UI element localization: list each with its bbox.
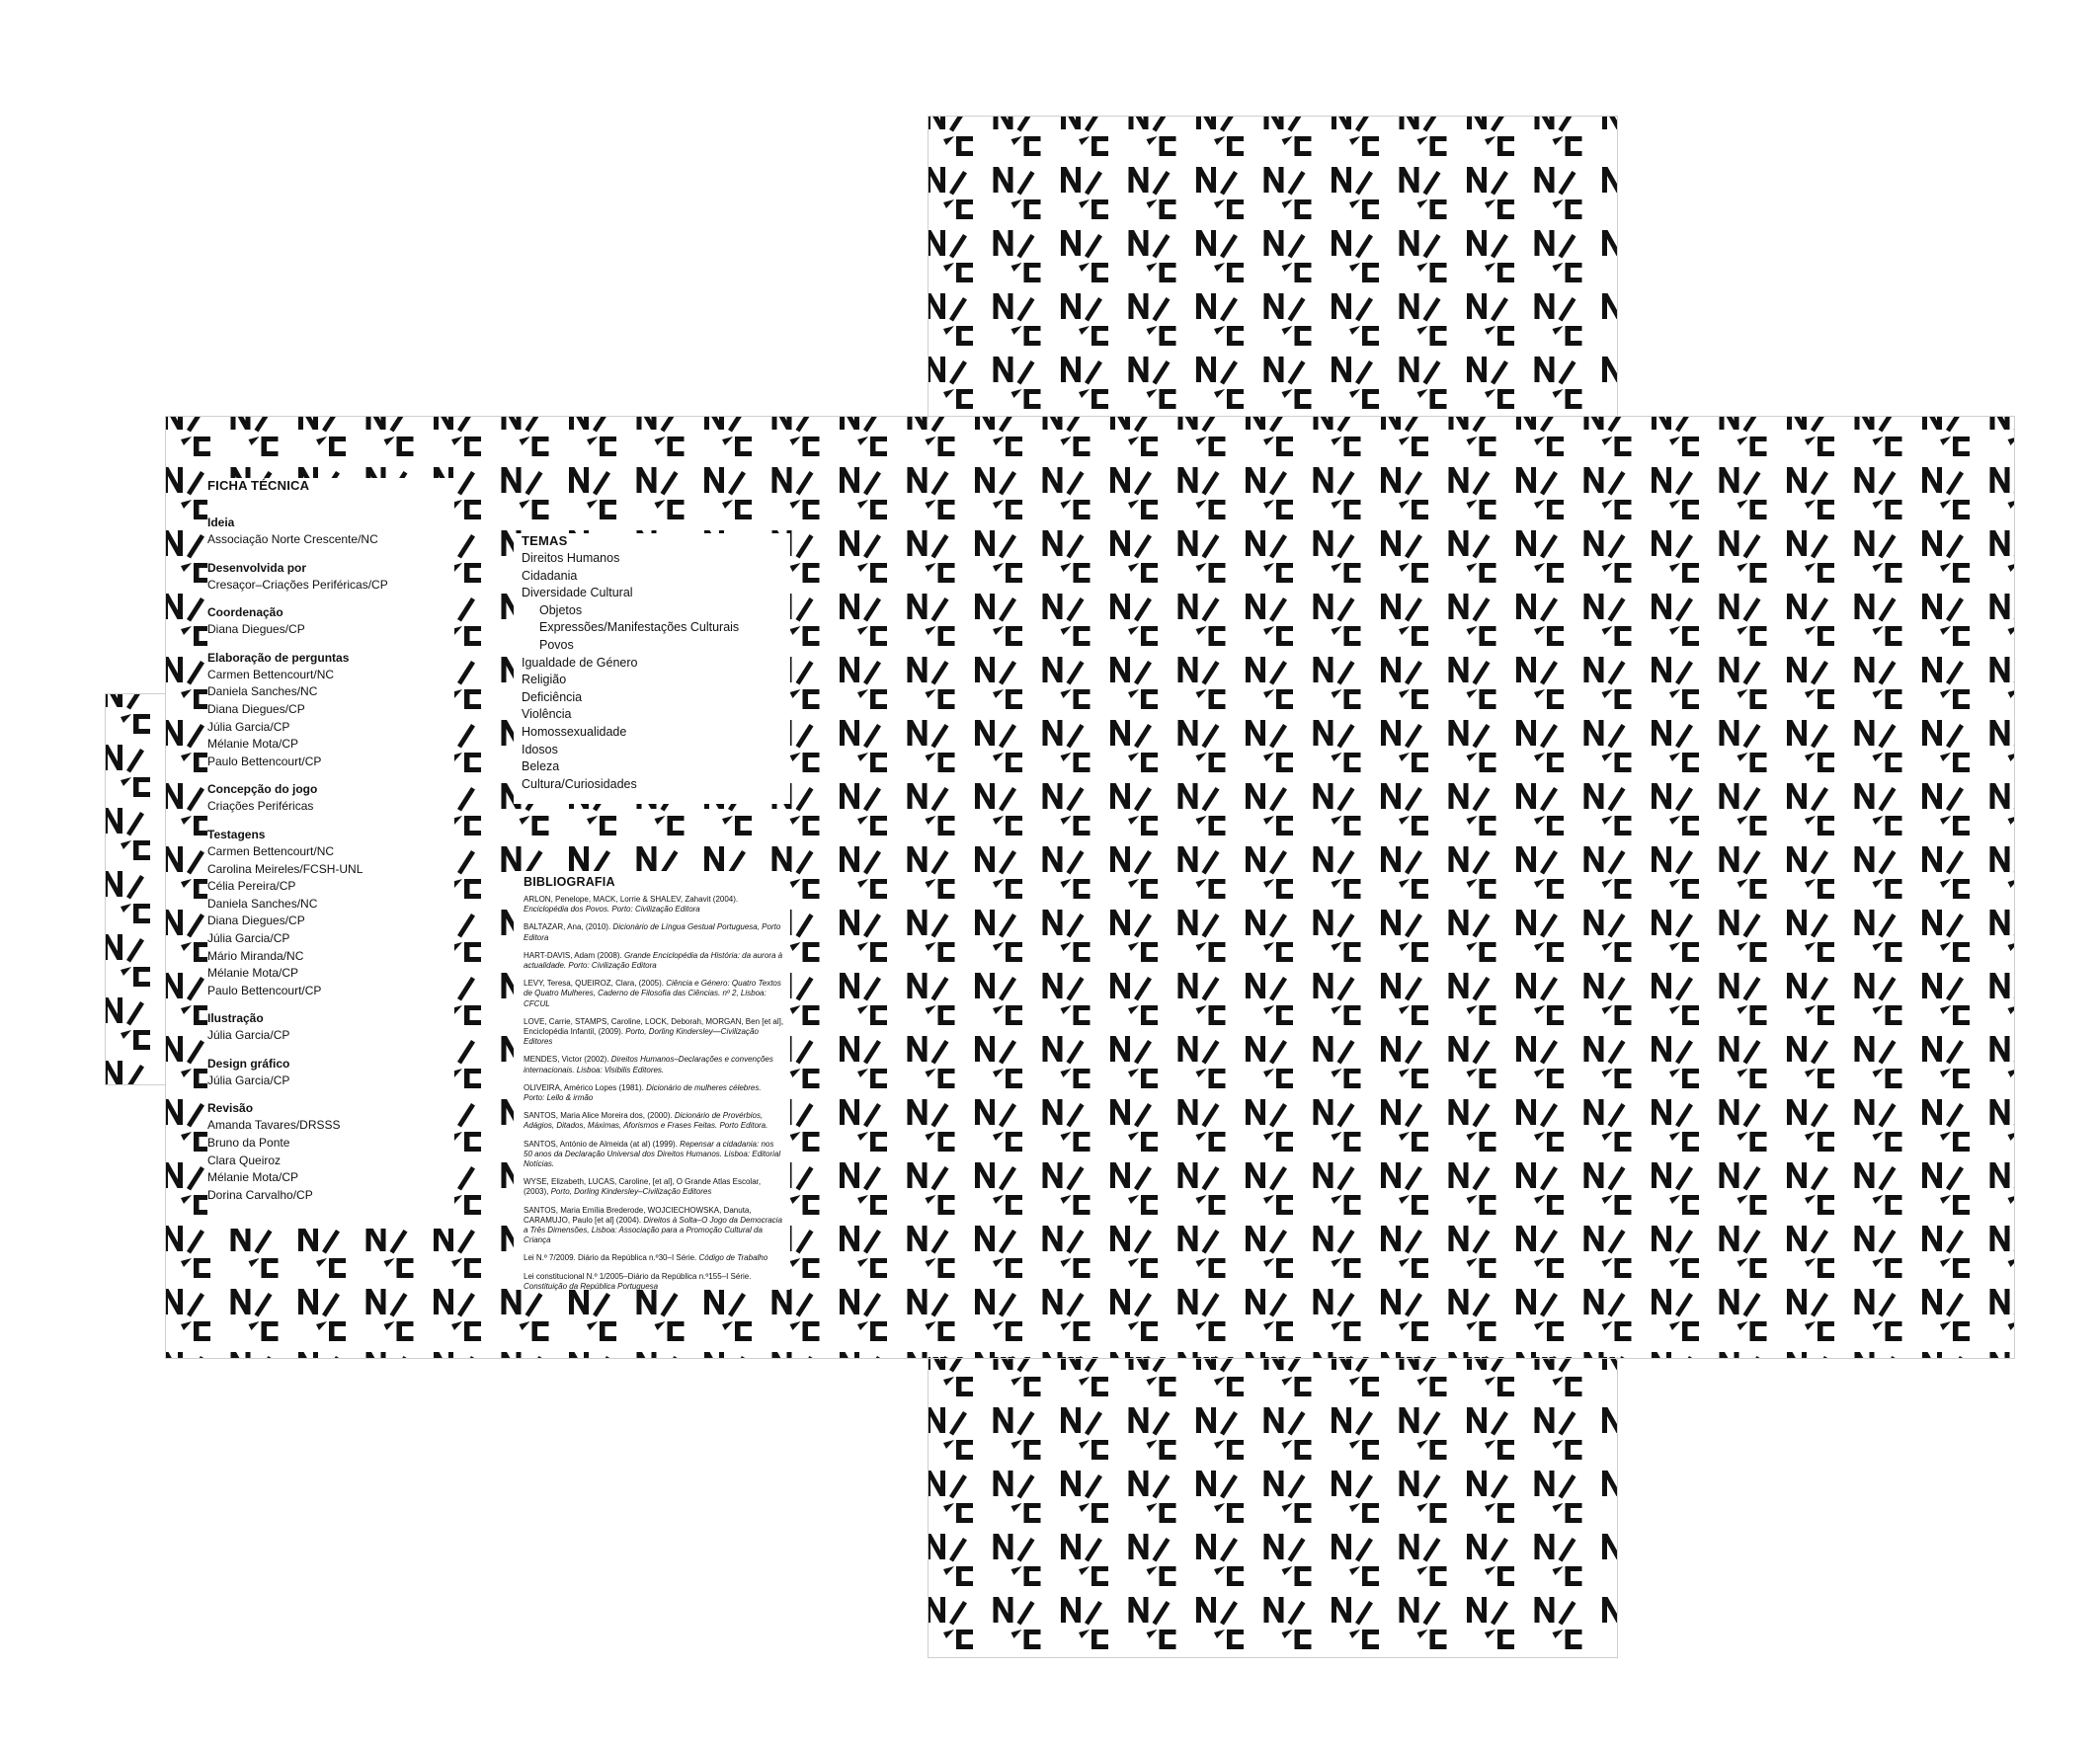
bibliografia-entry	[524, 922, 784, 942]
ficha-credit-line: Mário Miranda/NC	[207, 948, 304, 963]
bibliografia-entry-lead: ARLON, Penelope, MACK, Lorrie & SHALEV, Zahavit (2004).	[524, 895, 739, 904]
temas-title: TEMAS	[522, 533, 568, 548]
tema-item: Deficiência	[522, 689, 583, 704]
ficha-section-heading: Elaboração de perguntas	[207, 650, 350, 665]
nc-pattern-left-flap	[105, 693, 166, 1085]
bibliografia-entry-rest: Enciclopédia dos Povos. Porto: Civilização Editora	[524, 905, 700, 915]
ficha-section	[207, 515, 454, 549]
bibliografia-entry-rest: Ciência e Género: Quatro Textos de Quatro Mulheres, Caderno de Filosofia das Ciências. nº 2, Lisboa: CFCUL	[524, 979, 781, 1008]
bibliografia-entry	[524, 1140, 784, 1170]
bibliografia-entry	[524, 979, 784, 1009]
ficha-credit-line: Criações Periféricas	[207, 799, 314, 814]
bibliografia-entry	[524, 1253, 784, 1263]
ficha-credit-line: Associação Norte Crescente/NC	[207, 532, 378, 546]
ficha-section	[207, 827, 454, 999]
bibliografia-entry-lead: Lei N.º 7/2009. Diário da República n.º30–I Série.	[524, 1253, 697, 1263]
ficha-credit-line: Cresaçor–Criações Periféricas/CP	[207, 577, 388, 592]
ficha-section	[207, 604, 454, 639]
ficha-section	[207, 560, 454, 595]
ficha-credit-line: Clara Queiroz	[207, 1153, 282, 1167]
nc-pattern-top-flap	[928, 116, 1618, 419]
ficha-credit-line: Daniela Sanches/NC	[207, 684, 318, 699]
bibliografia-entry-lead: HART-DAVIS, Adam (2008).	[524, 950, 622, 960]
bibliografia-entry-rest: Dicionário de Língua Gestual Portuguesa, Porto Editora	[524, 922, 781, 942]
ficha-section	[207, 1100, 454, 1204]
bibliografia-entry-rest: Porto, Dorling Kindersley–Civilização Editores	[550, 1187, 712, 1197]
ficha-section-heading: Testagens	[207, 827, 266, 841]
bibliografia-panel	[514, 871, 790, 1290]
ficha-credit-line: Mélanie Mota/CP	[207, 737, 299, 752]
ficha-credit-line: Diana Diegues/CP	[207, 701, 305, 716]
bibliografia-list	[514, 895, 790, 1292]
ficha-section	[207, 1056, 454, 1090]
bibliografia-entry-lead: LOVE, Carrie, STAMPS, Caroline, LOCK, Deborah, MORGAN, Ben [et al], Enciclopédia Infantil, (2009).	[524, 1016, 784, 1037]
tema-item: Cultura/Curiosidades	[522, 776, 637, 791]
bibliografia-title: BIBLIOGRAFIA	[524, 875, 615, 889]
bibliografia-entry-lead: LEVY, Teresa, QUEIROZ, Clara, (2005).	[524, 979, 664, 989]
ficha-credit-line: Mélanie Mota/CP	[207, 966, 299, 981]
bibliografia-entry-rest: Direitos à Solta–O Jogo da Democracia a Três Dimensões, Lisboa: Associação para a Promoção Cultural da Criança	[524, 1215, 782, 1245]
ficha-section-heading: Coordenação	[207, 605, 283, 620]
ficha-section-heading: Desenvolvida por	[207, 560, 307, 575]
ficha-credit-line: Bruno da Ponte	[207, 1136, 290, 1151]
bibliografia-entry	[524, 1272, 784, 1292]
bibliografia-entry	[524, 1083, 784, 1103]
tema-item: Idosos	[522, 742, 558, 756]
ficha-tecnica-sections	[207, 515, 454, 1204]
ficha-credit-line: Diana Diegues/CP	[207, 622, 305, 637]
ficha-credit-line: Paulo Bettencourt/CP	[207, 754, 322, 768]
ficha-credit-line: Júlia Garcia/CP	[207, 1073, 290, 1087]
bibliografia-entry-lead: BALTAZAR, Ana, (2010).	[524, 922, 611, 932]
tema-item: Homossexualidade	[522, 724, 627, 739]
bibliografia-entry-lead: MENDES, Victor (2002).	[524, 1055, 609, 1065]
ficha-credit-line: Júlia Garcia/CP	[207, 1028, 290, 1043]
bibliografia-entry	[524, 951, 784, 971]
nc-logo-pattern	[929, 1357, 1618, 1658]
ficha-tecnica-panel	[207, 478, 454, 1229]
tema-item: Direitos Humanos	[522, 551, 620, 565]
ficha-credit-line: Diana Diegues/CP	[207, 914, 305, 928]
nc-logo-pattern	[106, 694, 166, 1085]
tema-item: Violência	[522, 707, 572, 722]
bibliografia-entry-rest: Constituição da República Portuguesa	[524, 1281, 659, 1291]
bibliografia-entry-lead: SANTOS, António de Almeida (at al) (1999).	[524, 1139, 678, 1149]
bibliografia-entry-lead: OLIVEIRA, Américo Lopes (1981).	[524, 1082, 644, 1092]
tema-item: Religião	[522, 673, 567, 687]
bibliografia-entry	[524, 895, 784, 915]
ficha-section	[207, 1010, 454, 1045]
ficha-tecnica-title: FICHA TÉCNICA	[207, 478, 310, 493]
ficha-section-heading: Revisão	[207, 1101, 254, 1116]
bibliografia-entry	[524, 1177, 784, 1197]
ficha-section-heading: Ilustração	[207, 1011, 264, 1026]
bibliografia-entry-lead: SANTOS, Maria Emília Brederode, WOJCIECHOWSKA, Danuta, CARAMUJO, Paulo [et al] (2004).	[524, 1205, 752, 1225]
tema-item: Beleza	[522, 759, 560, 774]
ficha-credit-line: Dorina Carvalho/CP	[207, 1187, 313, 1202]
temas-list	[514, 550, 790, 793]
bibliografia-entry-rest: Repensar a cidadania: nos 50 anos da Declaração Universal dos Direitos Humanos. Lisboa: Editorial Notícias.	[524, 1139, 781, 1169]
ficha-credit-line: Júlia Garcia/CP	[207, 719, 290, 734]
tema-item: Expressões/Manifestações Culturais	[539, 620, 740, 635]
bibliografia-entry-lead: SANTOS, Maria Alice Moreira dos, (2000).	[524, 1111, 673, 1121]
bibliografia-entry	[524, 1111, 784, 1131]
ficha-section	[207, 650, 454, 771]
nc-logo-pattern	[929, 117, 1618, 419]
bibliografia-entry	[524, 1206, 784, 1246]
ficha-credit-line: Amanda Tavares/DRSSS	[207, 1118, 341, 1133]
bibliografia-entry	[524, 1017, 784, 1048]
ficha-credit-line: Mélanie Mota/CP	[207, 1170, 299, 1185]
tema-item: Igualdade de Género	[522, 655, 638, 670]
temas-panel	[514, 533, 790, 804]
tema-item: Cidadania	[522, 568, 578, 583]
ficha-credit-line: Daniela Sanches/NC	[207, 896, 318, 911]
bibliografia-entry	[524, 1055, 784, 1074]
ficha-credit-line: Carolina Meireles/FCSH-UNL	[207, 861, 363, 876]
tema-item: Objetos	[539, 602, 583, 617]
bibliografia-entry-rest: Porto, Dorling Kindersley—Civilização Editores	[524, 1027, 759, 1047]
ficha-credit-line: Carmen Bettencourt/NC	[207, 667, 335, 681]
tema-item: Diversidade Cultural	[522, 586, 633, 600]
nc-pattern-bottom-flap	[928, 1357, 1618, 1658]
ficha-credit-line: Carmen Bettencourt/NC	[207, 843, 335, 858]
ficha-credit-line: Paulo Bettencourt/CP	[207, 983, 322, 997]
bibliografia-entry-rest: Código de Trabalho	[698, 1253, 768, 1263]
ficha-section-heading: Ideia	[207, 516, 235, 529]
bibliografia-entry-rest: Direitos Humanos–Declarações e convenções internacionais. Lisboa: Visibilis Editores.	[524, 1055, 773, 1074]
ficha-section-heading: Design gráfico	[207, 1056, 290, 1071]
bibliografia-entry-lead: Lei constitucional N.º 1/2005–Diário da República n.º155–I Série.	[524, 1271, 752, 1281]
ficha-section	[207, 781, 454, 816]
ficha-credit-line: Célia Pereira/CP	[207, 879, 296, 894]
bibliografia-entry-lead: WYSE, Elizabeth, LUCAS, Caroline, [et al], O Grande Atlas Escolar, (2003),	[524, 1177, 762, 1197]
bibliografia-entry-rest: Grande Enciclopédia da História: da aurora à actualidade. Porto: Civilização Editora	[524, 950, 783, 971]
ficha-credit-line: Júlia Garcia/CP	[207, 930, 290, 945]
bibliografia-entry-rest: Dicionário de mulheres célebres. Porto: Lello & irmão	[524, 1082, 762, 1103]
ficha-section-heading: Concepção do jogo	[207, 782, 318, 797]
bibliografia-entry-rest: Dicionário de Provérbios, Adágios, Ditados, Máximas, Aforismos e Frases Feitas. Porto Editora.	[524, 1111, 768, 1131]
tema-item: Povos	[539, 637, 574, 652]
